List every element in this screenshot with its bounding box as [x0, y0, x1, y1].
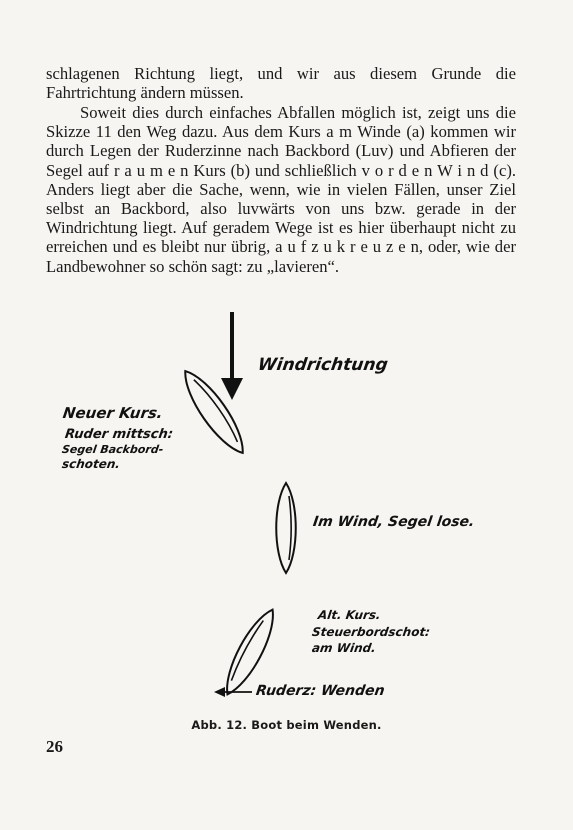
old-course-wind-note: am Wind. [311, 641, 377, 655]
old-course-sheet-note: Steuerbordschot: [311, 625, 432, 639]
old-course-title: Alt. Kurs. [317, 608, 382, 622]
figure-caption: Abb. 12. Boot beim Wenden. [191, 718, 382, 732]
new-course-sail-note: Segel Backbord- [61, 443, 165, 456]
wind-arrow-icon [221, 312, 243, 400]
rudder-turn-label: Ruderz: Wenden [254, 683, 386, 699]
body-paragraph: Soweit dies durch einfaches Abfallen möglich ist, zeigt uns die Skizze 11 den Weg dazu. Aus dem Kurs a m Winde (a) kommen wir durch Legen der Ruderzinne nach Backbord (Luv) und Abfieren der Segel auf r a u m e n Kurs (b) und schließlich v o r d e n W i n d (c). Anders liegt aber die Sache, wenn, wie in vielen Fällen, unser Ziel selbst an Backbord, also luvwärts von uns bzw. gerade in der Windrichtung liegt. Auf geradem Wege ist es hier überhaupt nicht zu erreichen und es bleibt nur übrig, a u f z u k r e u z e n, oder, wie der Landbewohner so schön sagt: zu „lavieren“. [46, 103, 516, 276]
boat-in-wind-icon [276, 483, 296, 573]
wind-direction-label: Windrichtung [256, 355, 390, 375]
wenden-figure [0, 300, 573, 710]
rudder-arrow-icon [214, 687, 252, 697]
new-course-title: Neuer Kurs. [61, 404, 164, 422]
new-course-rudder-note: Ruder mittsch: [63, 427, 175, 442]
continuation-text: schlagenen Richtung liegt, und wir aus diesem Grunde die Fahrtrichtung ändern müssen. [46, 64, 516, 103]
page-number: 26 [46, 737, 63, 756]
in-wind-label: Im Wind, Segel lose. [311, 514, 476, 530]
new-course-sheets-note: schoten. [61, 457, 122, 471]
